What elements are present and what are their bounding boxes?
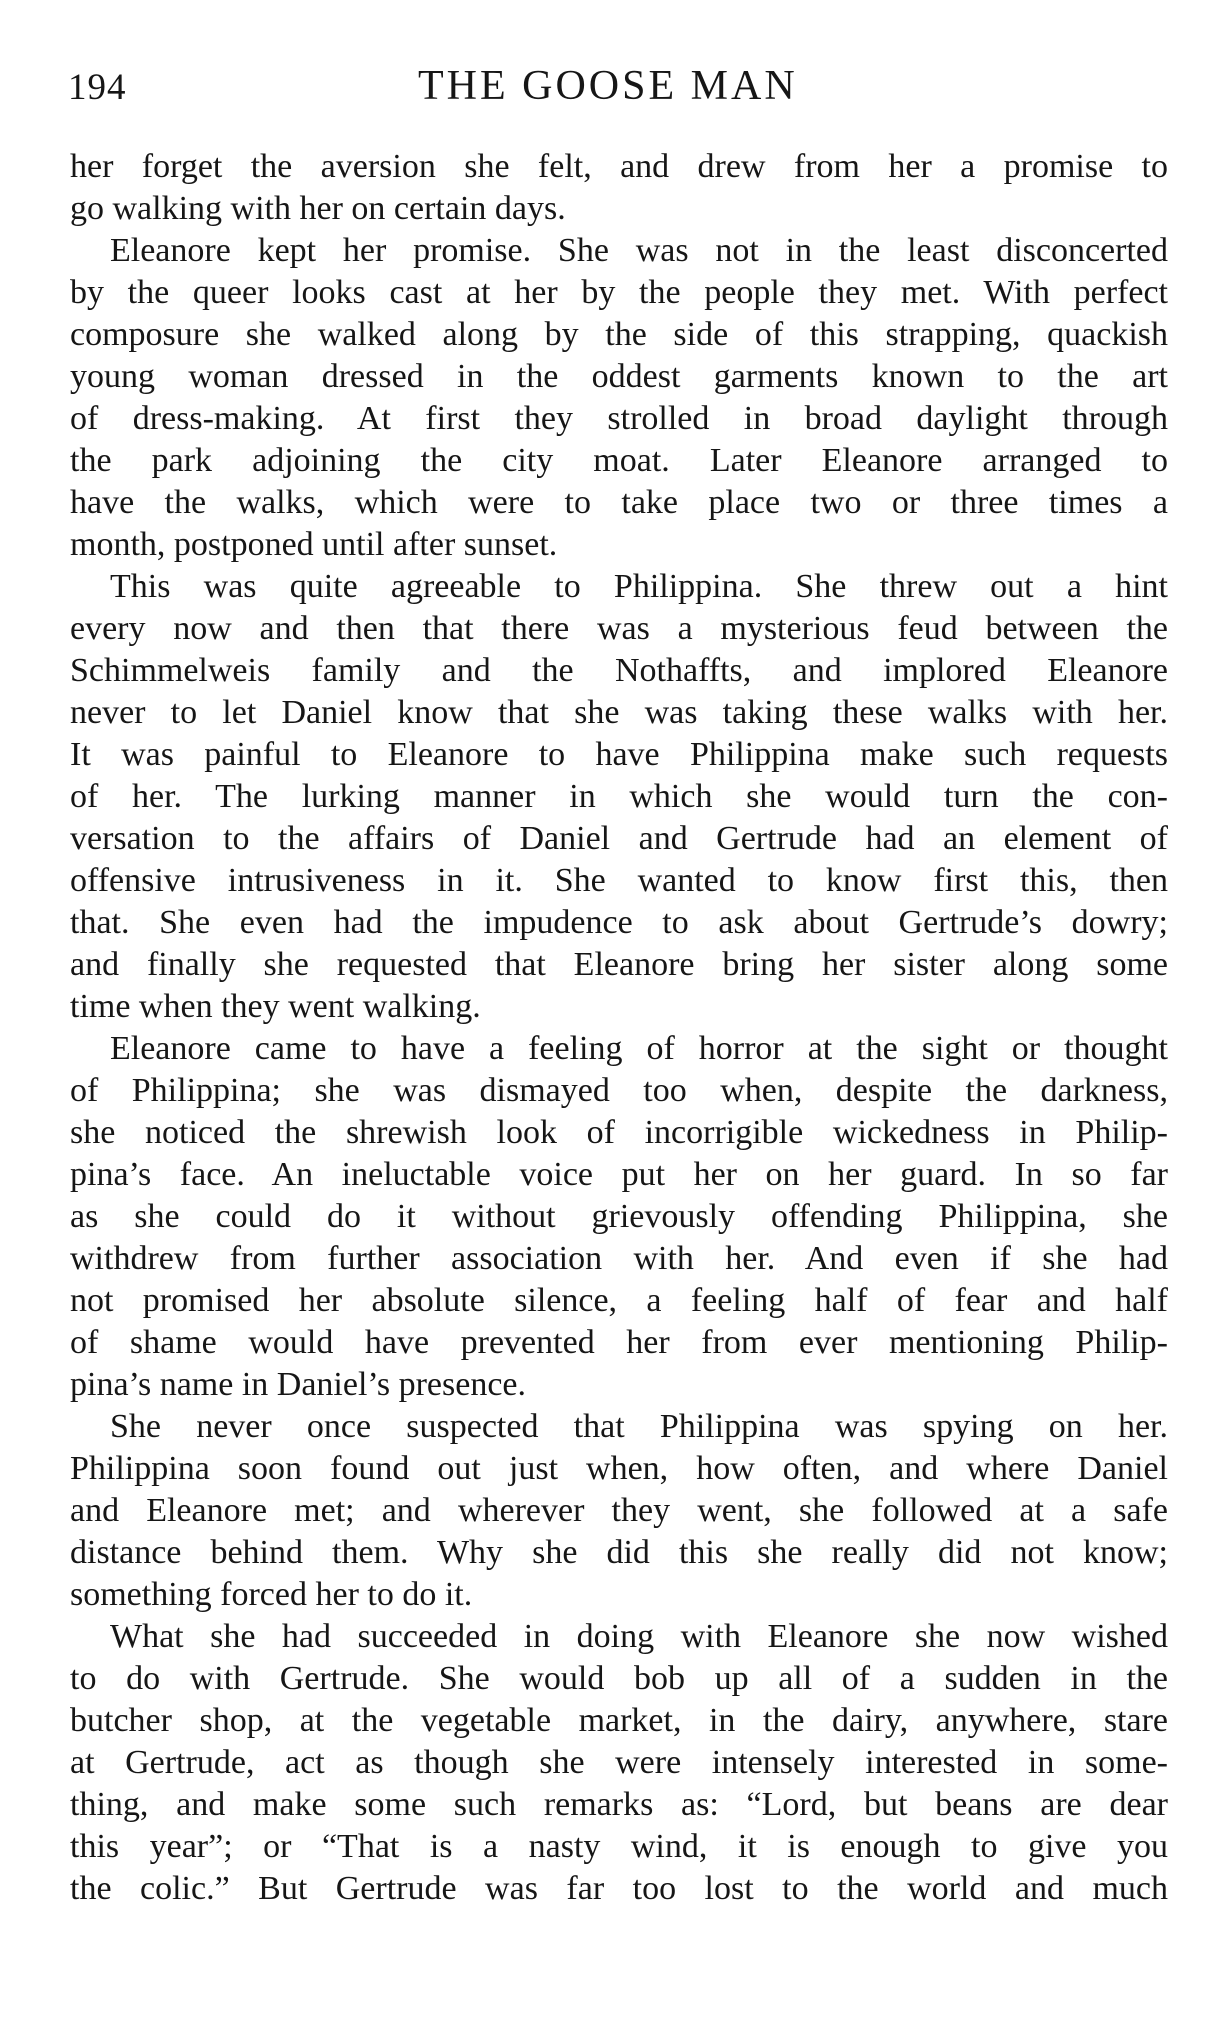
paragraph (70, 1406, 1168, 1616)
text-line: month, postponed until after sunset. (70, 526, 558, 563)
text-line: of dress-making. At first they strolled in broad daylight through (70, 400, 1168, 437)
text-line: withdrew from further association with her. And even if she had (70, 1240, 1168, 1277)
text-line: the colic.” But Gertrude was far too lost to the world and much (70, 1870, 1168, 1907)
text-line: time when they went walking. (70, 988, 481, 1025)
text-line: have the walks, which were to take place two or three times a (70, 484, 1168, 521)
page-number: 194 (68, 67, 127, 108)
text-line: and finally she requested that Eleanore bring her sister along some (70, 946, 1168, 983)
text-line: as she could do it without grievously offending Philippina, she (70, 1198, 1168, 1235)
text-line: not promised her absolute silence, a feeling half of fear and half (70, 1282, 1168, 1319)
text-line: young woman dressed in the oddest garments known to the art (70, 358, 1168, 395)
text-line: of Philippina; she was dismayed too when, despite the darkness, (70, 1072, 1168, 1109)
text-line: composure she walked along by the side of this strapping, quackish (70, 316, 1168, 353)
text-line: This was quite agreeable to Philippina. She threw out a hint (110, 568, 1168, 605)
text-line: butcher shop, at the vegetable market, in the dairy, anywhere, stare (70, 1702, 1168, 1739)
text-line: Eleanore kept her promise. She was not in the least disconcerted (110, 232, 1168, 269)
text-line: Eleanore came to have a feeling of horror at the sight or thought (110, 1030, 1168, 1067)
paragraph (70, 1028, 1168, 1406)
paragraph (70, 146, 1168, 230)
text-line: she noticed the shrewish look of incorrigible wickedness in Philip- (70, 1114, 1168, 1151)
text-line: of shame would have prevented her from ever mentioning Philip- (70, 1324, 1168, 1361)
text-line: this year”; or “That is a nasty wind, it is enough to give you (70, 1828, 1168, 1865)
text-line: her forget the aversion she felt, and drew from her a promise to (70, 148, 1168, 185)
paragraph (70, 230, 1168, 566)
text-line: to do with Gertrude. She would bob up all of a sudden in the (70, 1660, 1168, 1697)
paragraph (70, 566, 1168, 1028)
text-line: that. She even had the impudence to ask about Gertrude’s dowry; (70, 904, 1168, 941)
text-line: offensive intrusiveness in it. She wanted to know first this, then (70, 862, 1168, 899)
text-line: every now and then that there was a mysterious feud between the (70, 610, 1168, 647)
text-line: the park adjoining the city moat. Later Eleanore arranged to (70, 442, 1168, 479)
text-line: What she had succeeded in doing with Eleanore she now wished (110, 1618, 1168, 1655)
text-line: go walking with her on certain days. (70, 190, 566, 227)
text-line: and Eleanore met; and wherever they went, she followed at a safe (70, 1492, 1168, 1529)
text-line: distance behind them. Why she did this she really did not know; (70, 1534, 1168, 1571)
text-line: by the queer looks cast at her by the people they met. With perfect (70, 274, 1168, 311)
text-line: Philippina soon found out just when, how often, and where Daniel (70, 1450, 1168, 1487)
body-text (70, 146, 1168, 1910)
running-title: THE GOOSE MAN (418, 63, 798, 109)
text-line: of her. The lurking manner in which she would turn the con- (70, 778, 1168, 815)
text-line: never to let Daniel know that she was taking these walks with her. (70, 694, 1168, 731)
text-line: thing, and make some such remarks as: “Lord, but beans are dear (70, 1786, 1168, 1823)
text-line: pina’s face. An ineluctable voice put her on her guard. In so far (70, 1156, 1168, 1193)
text-line: pina’s name in Daniel’s presence. (70, 1366, 527, 1403)
text-line: She never once suspected that Philippina was spying on her. (110, 1408, 1168, 1445)
text-line: at Gertrude, act as though she were intensely interested in some- (70, 1744, 1168, 1781)
text-line: something forced her to do it. (70, 1576, 473, 1613)
page-header (68, 62, 1168, 112)
paragraph (70, 1616, 1168, 1910)
text-line: Schimmelweis family and the Nothaffts, and implored Eleanore (70, 652, 1168, 689)
text-line: versation to the affairs of Daniel and Gertrude had an element of (70, 820, 1168, 857)
text-line: It was painful to Eleanore to have Philippina make such requests (70, 736, 1168, 773)
